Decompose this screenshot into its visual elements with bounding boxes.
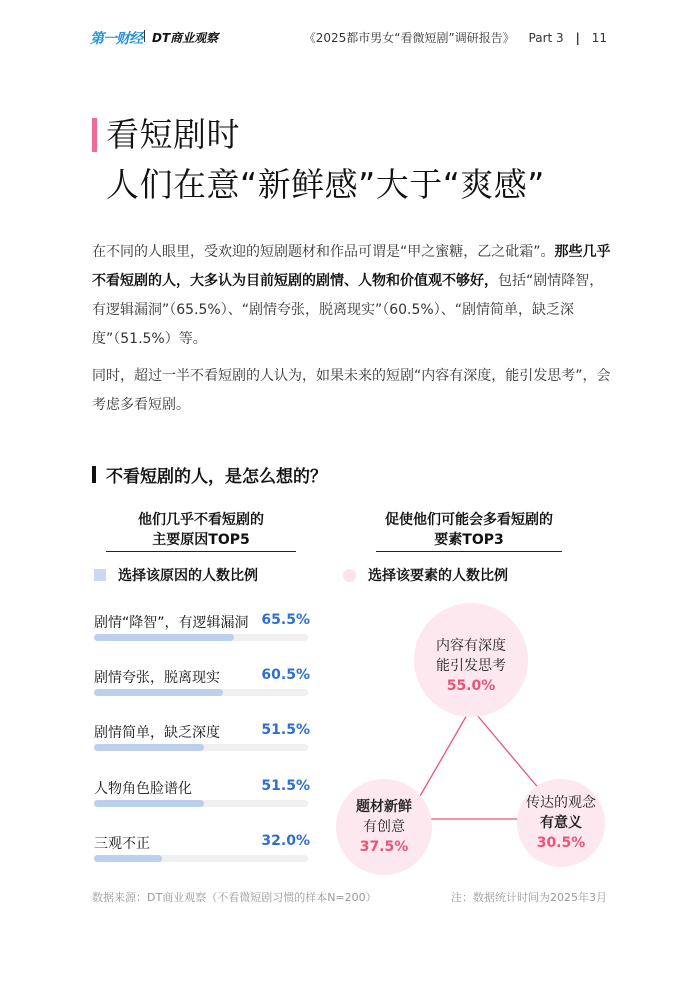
bubble-label: 题材新鲜	[356, 799, 412, 815]
factor-bubble	[414, 603, 528, 717]
dt-logo: DT商业观察	[152, 31, 219, 45]
connector-line	[416, 708, 471, 803]
bar-label: 三观不正	[94, 836, 150, 852]
bubble-label: 能引发思考	[436, 658, 506, 674]
bar-fill	[94, 744, 204, 751]
bar-fill	[94, 800, 204, 807]
right-panel-title	[376, 510, 562, 552]
left-title-line-1: 他们几乎不看短剧的	[138, 512, 264, 528]
yicai-logo: 第一财经	[90, 31, 142, 47]
bar-fill	[94, 689, 223, 696]
bar-track	[94, 689, 308, 696]
bar-label: 剧情简单，缺乏深度	[94, 725, 220, 741]
title-accent-bar	[92, 118, 97, 152]
intro-bold-text: 那些几乎不看短剧的人，大多认为目前短剧的剧情、人物和价值观不够好，	[92, 244, 611, 289]
factor-bubble	[336, 779, 432, 875]
bubble-label: 有意义	[540, 815, 582, 831]
bar-track	[94, 744, 308, 751]
bar-value: 51.5%	[261, 778, 310, 794]
left-legend-label: 选择该原因的人数比例	[118, 568, 258, 584]
bubble-value: 30.5%	[536, 835, 586, 851]
bubble-label: 内容有深度	[436, 638, 506, 654]
bar-label: 剧情“降智”，有逻辑漏洞	[94, 615, 249, 631]
left-title-line-2: 主要原因TOP5	[106, 530, 296, 552]
part-label: Part 3	[528, 31, 564, 45]
page-title	[106, 110, 545, 210]
logo-divider	[144, 30, 145, 42]
right-title-line-1: 促使他们可能会多看短剧的	[385, 512, 553, 528]
data-source: 数据来源：DT商业观察（不看微短剧习惯的样本N=200）	[92, 891, 377, 904]
bubble-value: 37.5%	[359, 839, 409, 855]
intro-rest-text: 包括“剧情降智，有逻辑漏洞”（65.5%）、“剧情夸张，脱离现实”（60.5%）、“剧情简单，缺乏深度”（51.5%）等。	[92, 273, 604, 347]
bar-track	[94, 634, 308, 641]
page-number: 11	[591, 31, 607, 45]
report-title: 《2025都市男女“看微短剧”调研报告》	[303, 31, 515, 45]
bar-label: 剧情夸张，脱离现实	[94, 670, 220, 686]
bar-value: 51.5%	[261, 722, 310, 738]
bar-value: 60.5%	[261, 667, 310, 683]
intro-paragraph	[92, 238, 612, 354]
right-legend	[343, 565, 508, 585]
legend-square-icon	[94, 569, 106, 581]
bar-value: 32.0%	[261, 833, 310, 849]
second-paragraph: 同时，超过一半不看短剧的人认为，如果未来的短剧“内容有深度，能引发思考”，会考虑多看短剧。	[92, 368, 611, 413]
bar-label: 人物角色脸谱化	[94, 781, 192, 797]
section-title: 不看短剧的人，是怎么想的？	[106, 467, 327, 487]
intro-text: 在不同的人眼里，受欢迎的短剧题材和作品可谓是“甲之蜜糖，乙之砒霜”。	[92, 244, 555, 260]
bubble-label: 传达的观念	[526, 795, 596, 811]
left-legend	[94, 565, 258, 585]
left-panel-title	[106, 510, 296, 552]
title-line-1: 看短剧时	[106, 115, 240, 154]
bar-track	[94, 800, 308, 807]
bubble-value: 55.0%	[446, 678, 496, 694]
section-accent-bar	[92, 466, 96, 483]
bar-track	[94, 855, 308, 862]
right-title-line-2: 要素TOP3	[376, 530, 562, 552]
bubble-label: 有创意	[363, 819, 405, 835]
page-header	[0, 0, 699, 60]
title-line-2: 人们在意“新鲜感”大于“爽感”	[106, 165, 545, 204]
header-divider: |	[575, 31, 580, 45]
footnote: 注：数据统计时间为2025年3月	[451, 891, 607, 904]
factor-bubble	[517, 779, 605, 867]
bar-fill	[94, 855, 162, 862]
right-legend-label: 选择该要素的人数比例	[368, 568, 508, 584]
bar-value: 65.5%	[261, 612, 310, 628]
connector-line	[471, 708, 546, 797]
legend-circle-icon	[343, 569, 356, 582]
bar-fill	[94, 634, 234, 641]
report-info	[304, 29, 607, 46]
